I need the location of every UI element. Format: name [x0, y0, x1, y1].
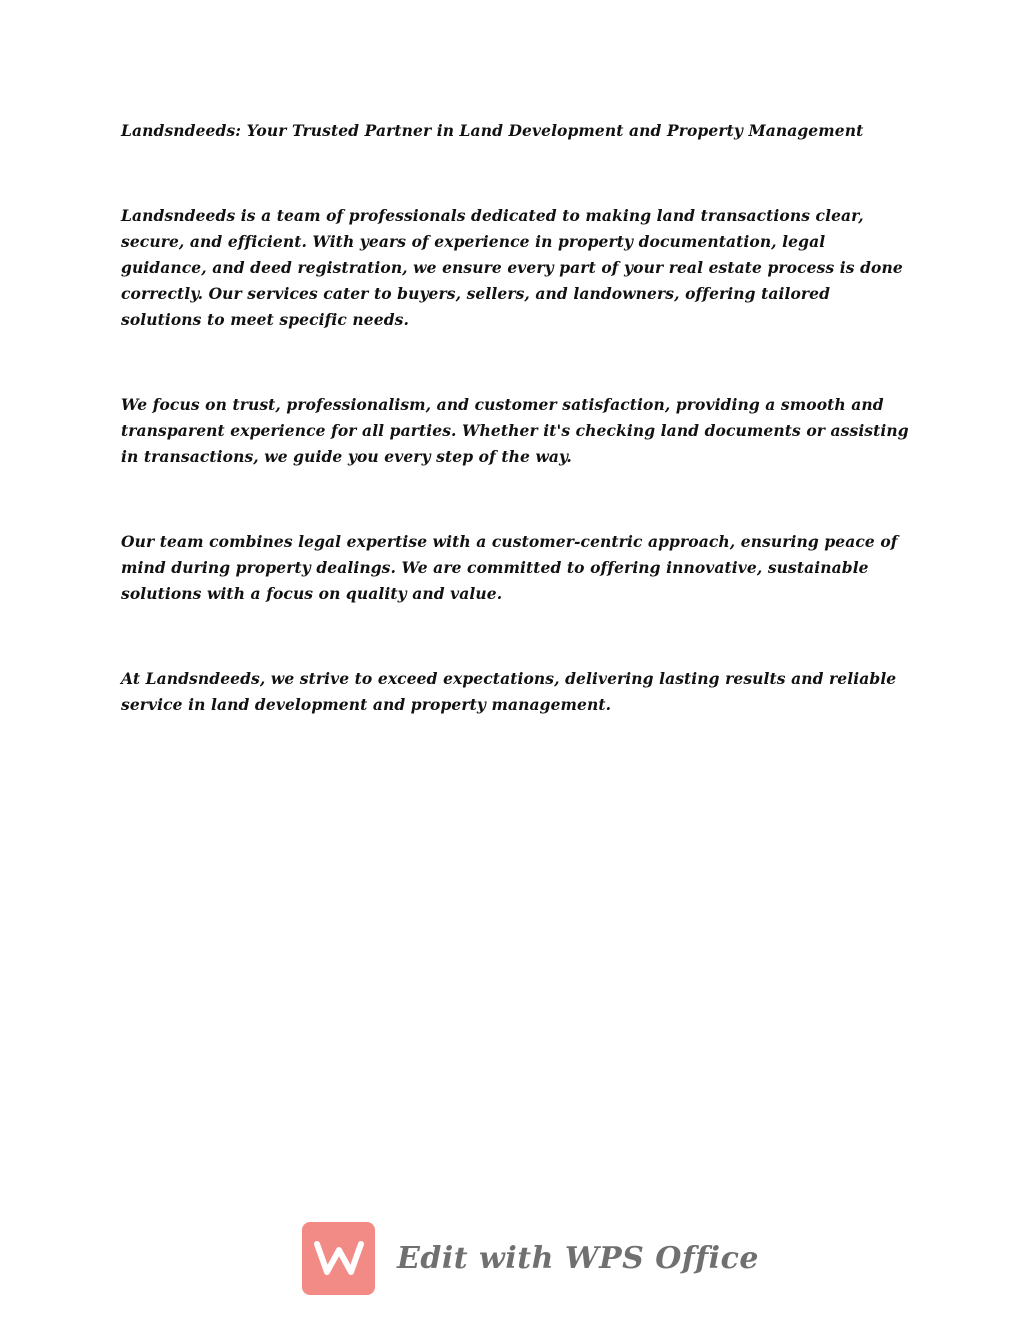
paragraph-intro: Landsndeeds is a team of professionals dedicated to making land transactions clear, secure, and efficient. With years of experience in property documentation, legal guidance, and deed registration, we ensure every part of your real estate process is done correctly. Our services cater to buyers, sellers, and landowners, offering tailored solutions to meet specific needs.: [121, 206, 903, 329]
watermark-text: Edit with WPS Office: [397, 1240, 759, 1276]
wps-watermark: [302, 1221, 759, 1295]
paragraph-focus: We focus on trust, professionalism, and customer satisfaction, providing a smooth and transparent experience for all parties. Whether it's checking land documents or assisting in transactions, we guide you every step of the way.: [121, 395, 909, 466]
paragraph-team: Our team combines legal expertise with a customer-centric approach, ensuring peace of mind during property dealings. We are committed to offering innovative, sustainable solutions with a focus on quality and value.: [121, 532, 898, 603]
document-body: [121, 118, 911, 777]
paragraph-closing: At Landsndeeds, we strive to exceed expectations, delivering lasting results and reliable service in land development and property management.: [121, 669, 897, 714]
document-title: Landsndeeds: Your Trusted Partner in Land Development and Property Management: [121, 121, 864, 140]
wps-logo-icon: [302, 1222, 375, 1295]
